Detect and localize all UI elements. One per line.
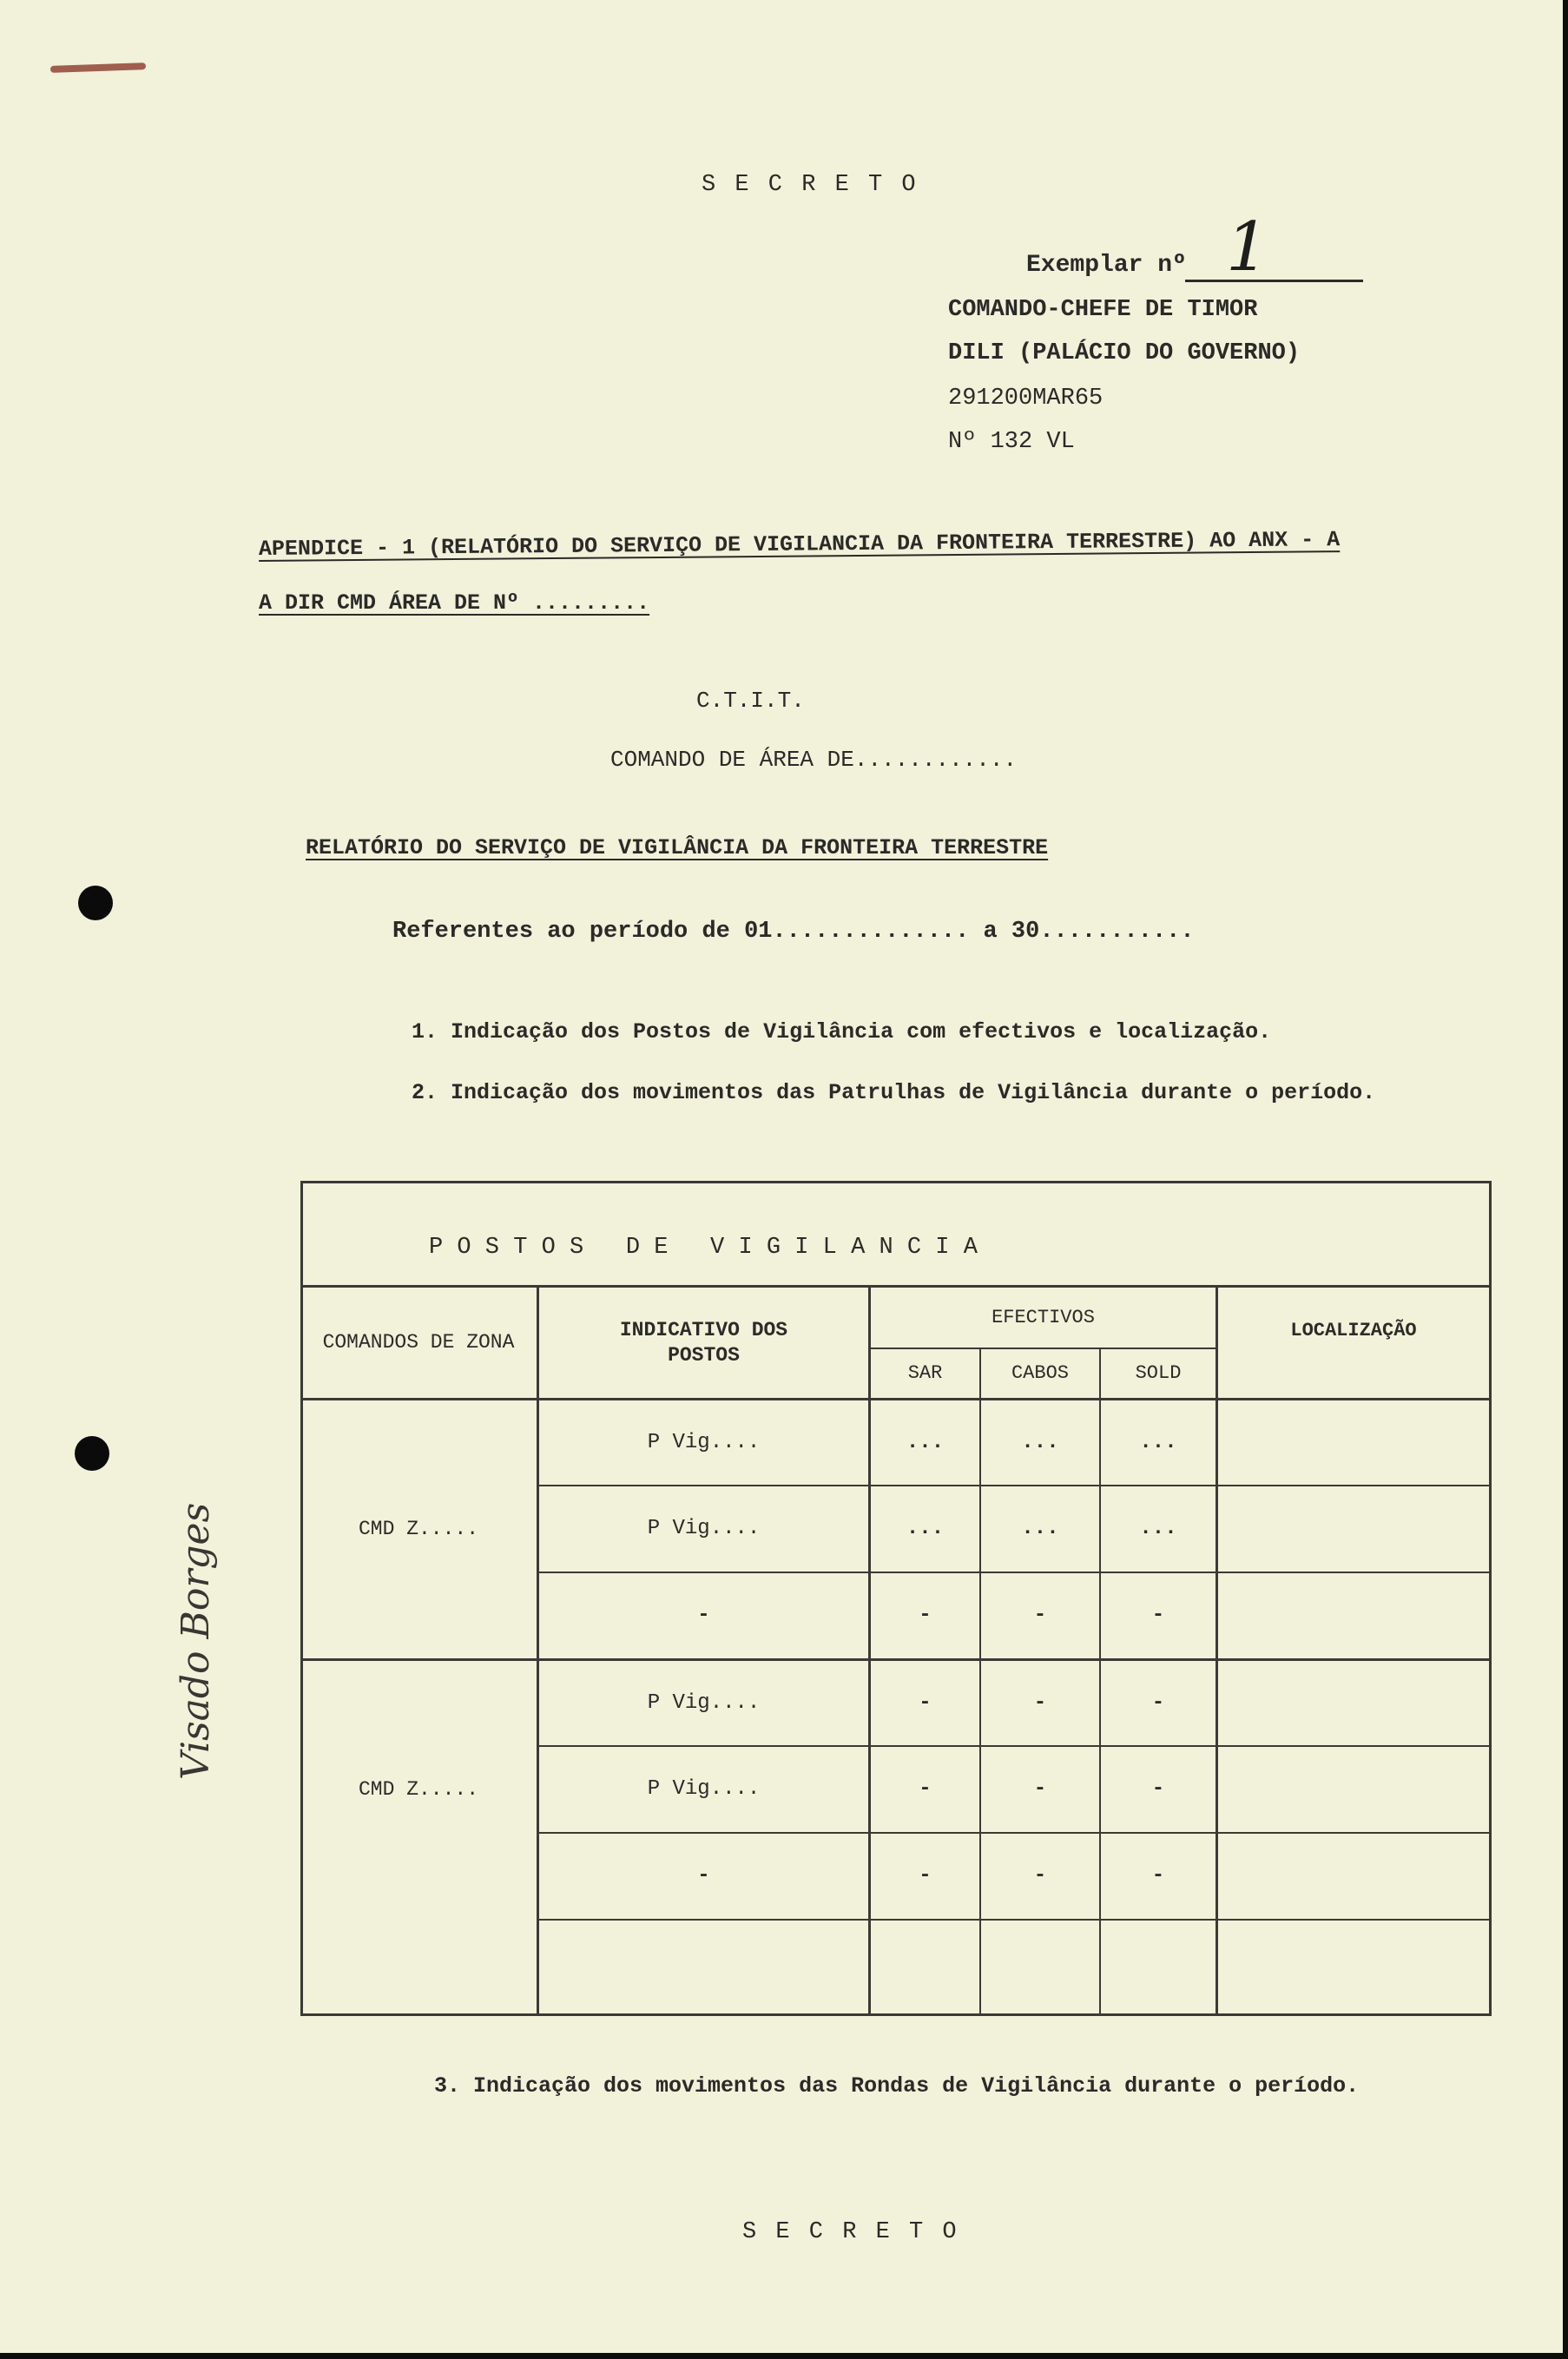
cabos-value: ... <box>1021 1430 1059 1454</box>
post-indicative: P Vig.... <box>647 1517 761 1540</box>
classification-top: S E C R E T O <box>702 172 919 198</box>
exemplar-label: Exemplar nº <box>1026 252 1187 279</box>
sold-value: - <box>1151 1864 1165 1888</box>
location: DILI (PALÁCIO DO GOVERNO) <box>948 340 1301 366</box>
staple-mark <box>50 63 146 73</box>
sold-value: ... <box>1139 1517 1177 1540</box>
punch-hole-bottom <box>75 1436 109 1471</box>
post-indicative: P Vig.... <box>647 1777 761 1801</box>
area-command-line: COMANDO DE ÁREA DE............ <box>610 747 1018 773</box>
posts-table <box>300 1181 1492 2016</box>
post-indicative: P Vig.... <box>647 1690 761 1715</box>
sar-value: ... <box>906 1517 945 1540</box>
reference-number: Nº 132 VL <box>948 429 1075 455</box>
handwritten-margin-signature: Visado Borges <box>174 1502 218 1780</box>
sar-value: - <box>919 1604 932 1627</box>
cabos-value: ... <box>1021 1517 1059 1540</box>
report-period: Referentes ao período de 01.............. a 30........... <box>392 919 1195 945</box>
issuer: COMANDO-CHEFE DE TIMOR <box>948 297 1258 323</box>
post-indicative: - <box>697 1864 710 1888</box>
exemplar-number: 1 <box>1226 208 1269 287</box>
item-3: 3. Indicação dos movimentos das Rondas de Vigilância durante o período. <box>434 2073 1360 2099</box>
header-posts: INDICATIVO DOS POSTOS <box>619 1318 788 1367</box>
cabos-value: - <box>1033 1604 1047 1627</box>
sold-value: - <box>1151 1690 1165 1715</box>
cabos-value: - <box>1033 1864 1047 1888</box>
sar-value: - <box>919 1777 932 1801</box>
post-indicative: P Vig.... <box>647 1430 761 1454</box>
sar-value: - <box>919 1864 932 1888</box>
header-sold: SOLD <box>1135 1362 1182 1385</box>
item-2: 2. Indicação dos movimentos das Patrulhas de Vigilância durante o período. <box>412 1080 1376 1105</box>
sar-value: - <box>919 1690 932 1715</box>
header-location: LOCALIZAÇÃO <box>1290 1320 1417 1342</box>
date-time-group: 291200MAR65 <box>948 385 1104 412</box>
exemplar-number-line <box>1185 280 1363 282</box>
header-cabos: CABOS <box>1011 1362 1069 1385</box>
header-effectives: EFECTIVOS <box>992 1306 1095 1328</box>
punch-hole-top <box>78 886 113 920</box>
sold-value: - <box>1151 1777 1165 1801</box>
zone-command-2: CMD Z..... <box>358 1778 479 1802</box>
table-title: P O S T O S D E V I G I L A N C I A <box>429 1235 978 1262</box>
appendix-title-line1: APENDICE - 1 (RELATÓRIO DO SERVIÇO DE VIGILANCIA DA FRONTEIRA TERRESTRE) AO ANX - A <box>258 527 1341 562</box>
appendix-title-line2: A DIR CMD ÁREA DE Nº ......... <box>259 590 650 616</box>
sold-value: ... <box>1139 1430 1177 1454</box>
header-sar: SAR <box>907 1362 943 1385</box>
cabos-value: - <box>1033 1777 1047 1801</box>
report-title: RELATÓRIO DO SERVIÇO DE VIGILÂNCIA DA FRONTEIRA TERRESTRE <box>306 835 1049 860</box>
cabos-value: - <box>1033 1690 1047 1715</box>
zone-command-1: CMD Z..... <box>358 1518 479 1541</box>
post-indicative: - <box>697 1604 710 1627</box>
header-zones: COMANDOS DE ZONA <box>322 1331 515 1354</box>
sold-value: - <box>1151 1604 1165 1627</box>
classification-bottom: S E C R E T O <box>742 2219 959 2245</box>
unit-abbreviation: C.T.I.T. <box>696 688 805 714</box>
sar-value: ... <box>906 1430 945 1454</box>
item-1: 1. Indicação dos Postos de Vigilância com efectivos e localização. <box>412 1019 1272 1044</box>
